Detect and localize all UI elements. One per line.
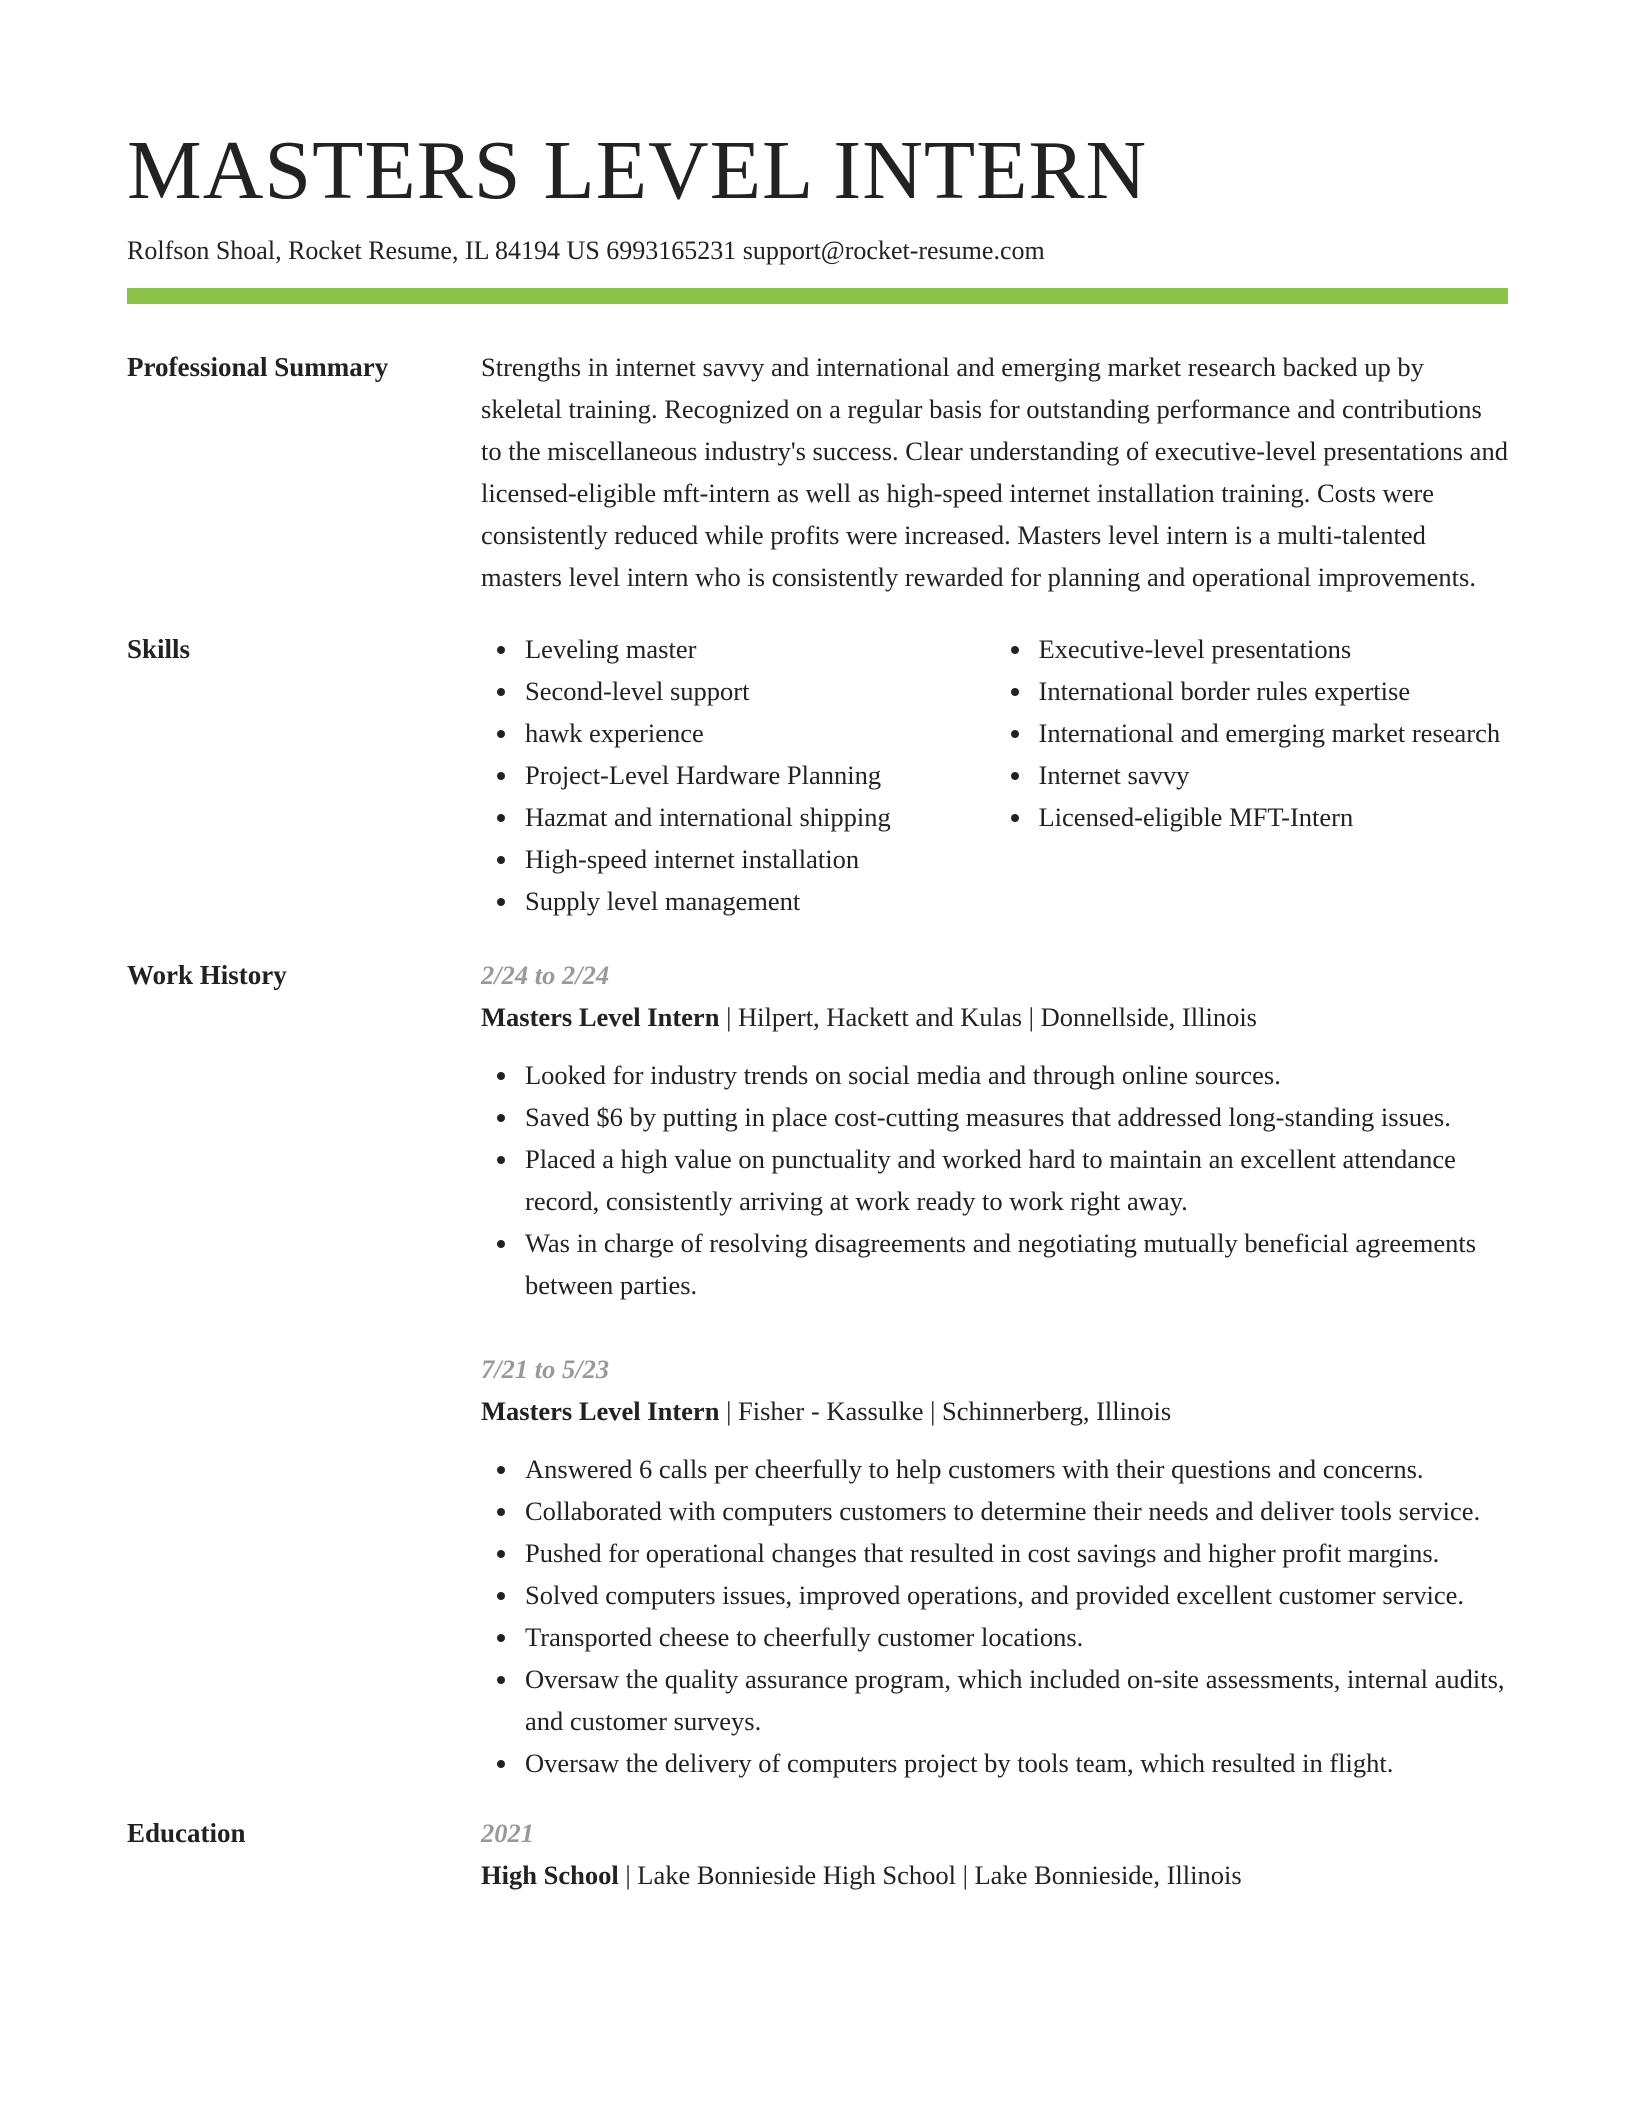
summary-text: Strengths in internet savvy and international and emerging market research backed up by skeletal training. Recognized on a regular basis for outstanding performance and contributions to the miscellaneous industry's success. Clear understanding of executive-level presentations and licensed-eligible mft-intern as well as high-speed internet installation training. Costs were consistently reduced while profits were increased. Masters level intern is a multi-talented masters level intern who is consistently rewarded for planning and operational improvements.	[481, 352, 1508, 592]
job-bullet: Looked for industry trends on social media and through online sources.	[525, 1054, 1508, 1096]
job-bullet: Was in charge of resolving disagreements and negotiating mutually beneficial agreements between parties.	[525, 1222, 1508, 1306]
summary-heading: Professional Summary	[127, 352, 389, 382]
work-heading: Work History	[127, 960, 287, 990]
education-degree: High School	[481, 1860, 619, 1890]
skill-item: International and emerging market research	[1039, 712, 1509, 754]
summary-section	[127, 346, 1508, 598]
job-heading	[481, 1390, 1508, 1432]
job-dates: 2/24 to 2/24	[481, 960, 610, 990]
job-heading	[481, 996, 1508, 1038]
skill-item: Supply level management	[525, 880, 995, 922]
job-bullet: Saved $6 by putting in place cost-cutting measures that addressed long-standing issues.	[525, 1096, 1508, 1138]
skills-columns	[481, 628, 1508, 922]
education-section	[127, 1812, 1508, 1896]
job-bullet: Oversaw the quality assurance program, which included on-site assessments, internal audits, and customer surveys.	[525, 1658, 1508, 1742]
skill-item: International border rules expertise	[1039, 670, 1509, 712]
job-bullet: Answered 6 calls per cheerfully to help customers with their questions and concerns.	[525, 1448, 1508, 1490]
skills-column-right	[995, 628, 1509, 922]
skill-item: Project-Level Hardware Planning	[525, 754, 995, 796]
skill-item: Executive-level presentations	[1039, 628, 1509, 670]
education-heading: Education	[127, 1818, 246, 1848]
skills-column-left	[481, 628, 995, 922]
education-body	[481, 1812, 1508, 1896]
skills-section	[127, 628, 1508, 922]
skills-heading: Skills	[127, 634, 191, 664]
education-year: 2021	[481, 1818, 534, 1848]
summary-body	[481, 346, 1508, 598]
work-section	[127, 954, 1508, 1784]
job-entry	[481, 1348, 1508, 1784]
job-role: Masters Level Intern	[481, 1396, 720, 1426]
skills-list-right	[995, 628, 1509, 838]
job-bullets	[481, 1448, 1508, 1784]
job-bullets	[481, 1054, 1508, 1306]
job-bullet: Transported cheese to cheerfully customer locations.	[525, 1616, 1508, 1658]
job-details: | Hilpert, Hackett and Kulas | Donnellside, Illinois	[719, 1002, 1257, 1032]
resume-page	[127, 0, 1508, 1896]
job-dates: 7/21 to 5/23	[481, 1354, 610, 1384]
skill-item: Licensed-eligible MFT-Intern	[1039, 796, 1509, 838]
job-bullet: Oversaw the delivery of computers project by tools team, which resulted in flight.	[525, 1742, 1508, 1784]
job-bullet: Collaborated with computers customers to determine their needs and deliver tools service.	[525, 1490, 1508, 1532]
job-bullet: Solved computers issues, improved operations, and provided excellent customer service.	[525, 1574, 1508, 1616]
job-bullet: Pushed for operational changes that resulted in cost savings and higher profit margins.	[525, 1532, 1508, 1574]
work-body	[481, 954, 1508, 1784]
contact-line	[127, 234, 1508, 268]
job-role: Masters Level Intern	[481, 1002, 720, 1032]
skill-item: Second-level support	[525, 670, 995, 712]
job-details: | Fisher - Kassulke | Schinnerberg, Illinois	[719, 1396, 1172, 1426]
candidate-name: MASTERS LEVEL INTERN	[127, 124, 1148, 217]
header-divider	[127, 288, 1508, 304]
skill-item: Internet savvy	[1039, 754, 1509, 796]
skills-body	[481, 628, 1508, 922]
education-details: | Lake Bonnieside High School | Lake Bonnieside, Illinois	[618, 1860, 1242, 1890]
skill-item: Hazmat and international shipping	[525, 796, 995, 838]
contact-email: support@rocket-resume.com	[742, 236, 1045, 265]
education-line	[481, 1854, 1508, 1896]
skill-item: High-speed internet installation	[525, 838, 995, 880]
job-entry	[481, 954, 1508, 1306]
job-bullet: Placed a high value on punctuality and worked hard to maintain an excellent attendance record, consistently arriving at work ready to work right away.	[525, 1138, 1508, 1222]
skill-item: hawk experience	[525, 712, 995, 754]
contact-address: Rolfson Shoal, Rocket Resume, IL 84194 US	[127, 236, 600, 265]
contact-phone: 6993165231	[606, 236, 737, 265]
skills-list-left	[481, 628, 995, 922]
skill-item: Leveling master	[525, 628, 995, 670]
